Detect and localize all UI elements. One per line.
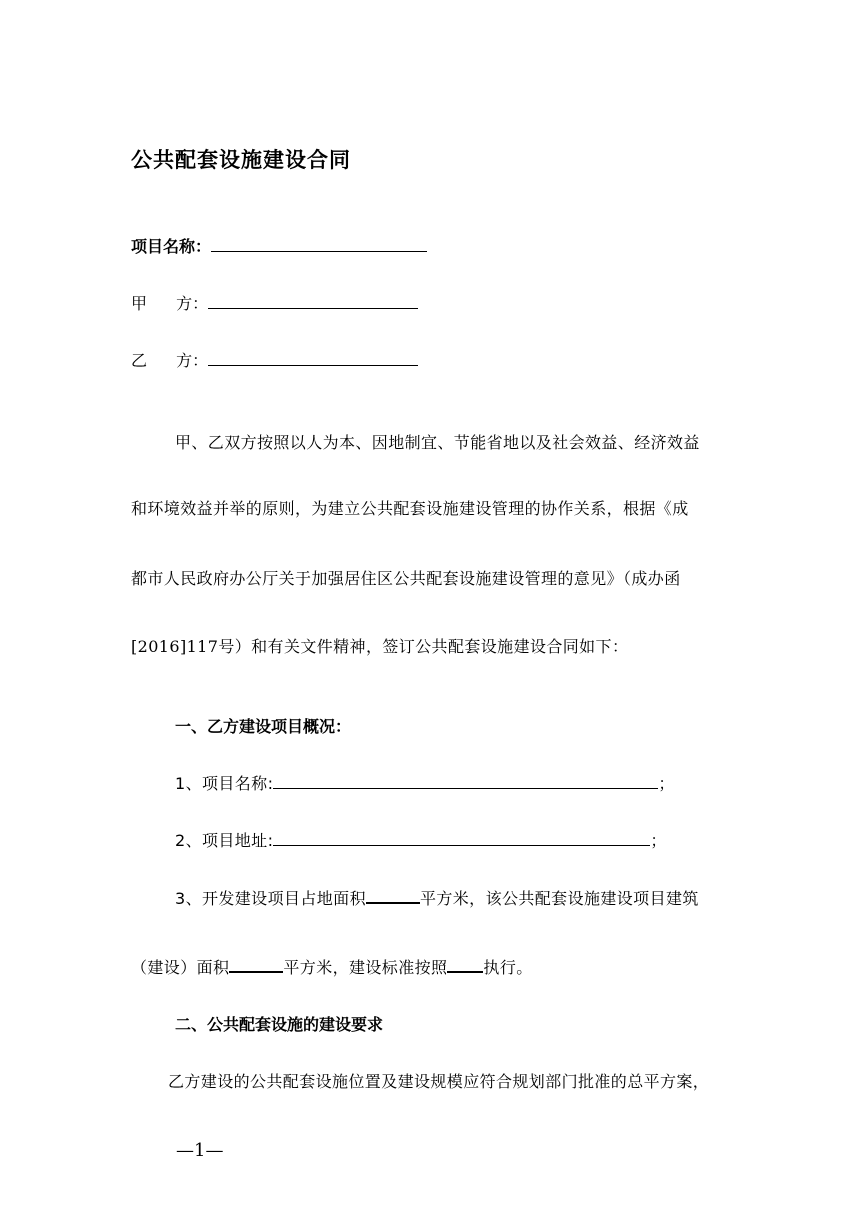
project-name-label: 项目名称： [131,237,212,256]
party-b-blank [208,349,418,366]
item-2-label: 2、项目地址: [175,831,274,850]
party-a-field [131,291,418,314]
item-3-text-a: 3、开发建设项目占地面积 [175,889,366,908]
party-a-blank [208,292,418,309]
party-b-field [131,348,418,371]
intro-line-3: 都市人民政府办公厅关于加强居住区公共配套设施建设管理的意见》（成办函 [131,569,681,588]
section-2-paragraph-line-1: 乙方建设的公共配套设施位置及建设规模应符合规划部门批准的总平方案， [168,1072,710,1091]
party-a-label: 甲 方： [131,294,209,313]
intro-line-4-text: 和有关文件精神，签订公共配套设施建设合同如下： [251,637,629,656]
party-b-label: 乙 方： [131,351,209,370]
section-1-heading: 一、乙方建设项目概况： [175,717,352,736]
section-1-item-2 [175,828,667,851]
land-area-blank [366,887,420,904]
page-number: —1— [176,1140,224,1161]
intro-line-2: 和环境效益并举的原则，为建立公共配套设施建设管理的协作关系，根据《成 [131,499,689,518]
project-name-field [131,234,427,257]
project-name-blank [211,235,427,252]
page-title: 公共配套设施建设合同 [131,148,351,172]
item-1-blank [273,772,658,789]
section-1-item-3-line-2 [131,955,533,978]
section-1-item-3-line-1 [175,886,699,909]
section-2-heading: 二、公共配套设施的建设要求 [175,1015,384,1034]
intro-line-4 [131,634,628,657]
standard-blank [447,956,483,973]
building-area-blank [229,956,283,973]
item-1-label: 1、项目名称: [175,774,274,793]
section-1-item-1 [175,771,675,794]
doc-reference-number: [2016]117号） [131,637,252,656]
item-1-end: ； [658,774,675,793]
item-3-text-e: 执行。 [483,958,533,977]
intro-line-1: 甲、乙双方按照以人为本、因地制宜、节能省地以及社会效益、经济效益 [175,433,700,452]
item-2-blank [273,829,650,846]
item-3-text-d: 平方米，建设标准按照 [283,958,448,977]
item-3-text-b: 平方米，该公共配套设施建设项目建筑 [419,889,699,908]
item-2-end: ； [650,831,667,850]
item-3-text-c: （建设）面积 [131,958,230,977]
